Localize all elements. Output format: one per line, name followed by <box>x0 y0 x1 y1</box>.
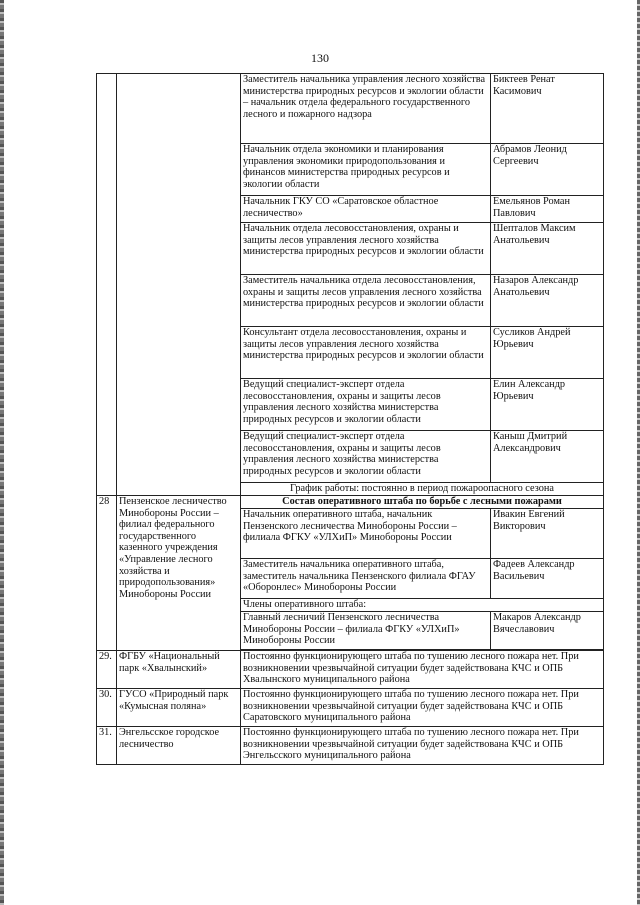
position-cell: Заместитель начальника оперативного штаба, заместитель начальника Пензенского филиала ФГАУ «Оборонлес» Минобороны России <box>241 559 491 599</box>
name-cell: Фадеев Александр Васильевич <box>491 559 604 599</box>
org-cell <box>117 74 241 496</box>
org-cell: Энгельсское городское лесничество <box>117 727 241 765</box>
entry-text: Постоянно функционирующего штаба по тушению лесного пожара нет. При возникновении чрезвычайной ситуации будет задействована КЧС и ОПБ Энгельсского муниципального района <box>241 727 604 765</box>
members-label: Члены оперативного штаба: <box>241 599 604 612</box>
org-cell: ФГБУ «Национальный парк «Хвалынский» <box>117 651 241 689</box>
number-cell: 28 <box>97 496 117 651</box>
position-cell: Консультант отдела лесовосстановления, охраны и защиты лесов управления лесного хозяйства министерства природных ресурсов и экологии области <box>241 327 491 379</box>
position-cell: Начальник отдела лесовосстановления, охраны и защиты лесов управления лесного хозяйства министерства природных ресурсов и экологии области <box>241 223 491 275</box>
name-cell: Абрамов Леонид Сергеевич <box>491 144 604 196</box>
name-cell: Биктеев Ренат Касимович <box>491 74 604 144</box>
position-cell: Начальник отдела экономики и планирования управления экономики природопользования и финансов министерства природных ресурсов и экологии области <box>241 144 491 196</box>
entry-text: Постоянно функционирующего штаба по тушению лесного пожара нет. При возникновении чрезвычайной ситуации будет задействована КЧС и ОПБ Саратовского муниципального района <box>241 689 604 727</box>
position-cell: Начальник оперативного штаба, начальник Пензенского лесничества Минобороны России – филиала ФГКУ «УЛХиП» Минобороны России <box>241 509 491 559</box>
table-row <box>97 689 604 727</box>
position-cell: Заместитель начальника отдела лесовосстановления, охраны и защиты лесов управления лесного хозяйства министерства природных ресурсов и экологии области <box>241 275 491 327</box>
staff-heading: Состав оперативного штаба по борьбе с лесными пожарами <box>241 496 604 509</box>
number-cell: 29. <box>97 651 117 689</box>
table-row <box>97 74 604 144</box>
position-cell: Начальник ГКУ СО «Саратовское областное лесничество» <box>241 196 491 223</box>
position-cell: Заместитель начальника управления лесного хозяйства министерства природных ресурсов и экологии области – начальник отдела федерального государственного лесного и пожарного надзора <box>241 74 491 144</box>
org-cell: Пензенское лесничество Минобороны России – филиал федерального государственного казенного учреждения «Управление лесного хозяйства и природопользования» Минобороны России <box>117 496 241 651</box>
number-cell: 30. <box>97 689 117 727</box>
name-cell: Макаров Александр Вячеславович <box>491 612 604 650</box>
staff-table <box>96 73 604 765</box>
number-cell: 31. <box>97 727 117 765</box>
name-cell: Ивакин Евгений Викторович <box>491 509 604 559</box>
name-cell: Каныш Дмитрий Александрович <box>491 431 604 483</box>
name-cell: Шепталов Максим Анатольевич <box>491 223 604 275</box>
number-cell <box>97 74 117 496</box>
scan-edge-left <box>0 0 4 905</box>
name-cell: Елин Александр Юрьевич <box>491 379 604 431</box>
position-cell: Главный лесничий Пензенского лесничества Минобороны России – филиала ФГКУ «УЛХиП» Минобороны России <box>241 612 491 650</box>
table-row <box>97 727 604 765</box>
schedule-cell: График работы: постоянно в период пожароопасного сезона <box>241 483 604 496</box>
org-cell: ГУСО «Природный парк «Кумысная поляна» <box>117 689 241 727</box>
page-number: 130 <box>311 51 329 65</box>
name-cell: Емельянов Роман Павлович <box>491 196 604 223</box>
position-cell: Ведущий специалист-эксперт отдела лесовосстановления, охраны и защиты лесов управления лесного хозяйства министерства природных ресурсов и экологии области <box>241 379 491 431</box>
table-row <box>97 496 604 509</box>
name-cell: Сусликов Андрей Юрьевич <box>491 327 604 379</box>
name-cell: Назаров Александр Анатольевич <box>491 275 604 327</box>
table-row <box>97 651 604 689</box>
position-cell: Ведущий специалист-эксперт отдела лесовосстановления, охраны и защиты лесов управления лесного хозяйства министерства природных ресурсов и экологии области <box>241 431 491 483</box>
entry-text: Постоянно функционирующего штаба по тушению лесного пожара нет. При возникновении чрезвычайной ситуации будет задействована КЧС и ОПБ Хвалынского муниципального района <box>241 651 604 689</box>
